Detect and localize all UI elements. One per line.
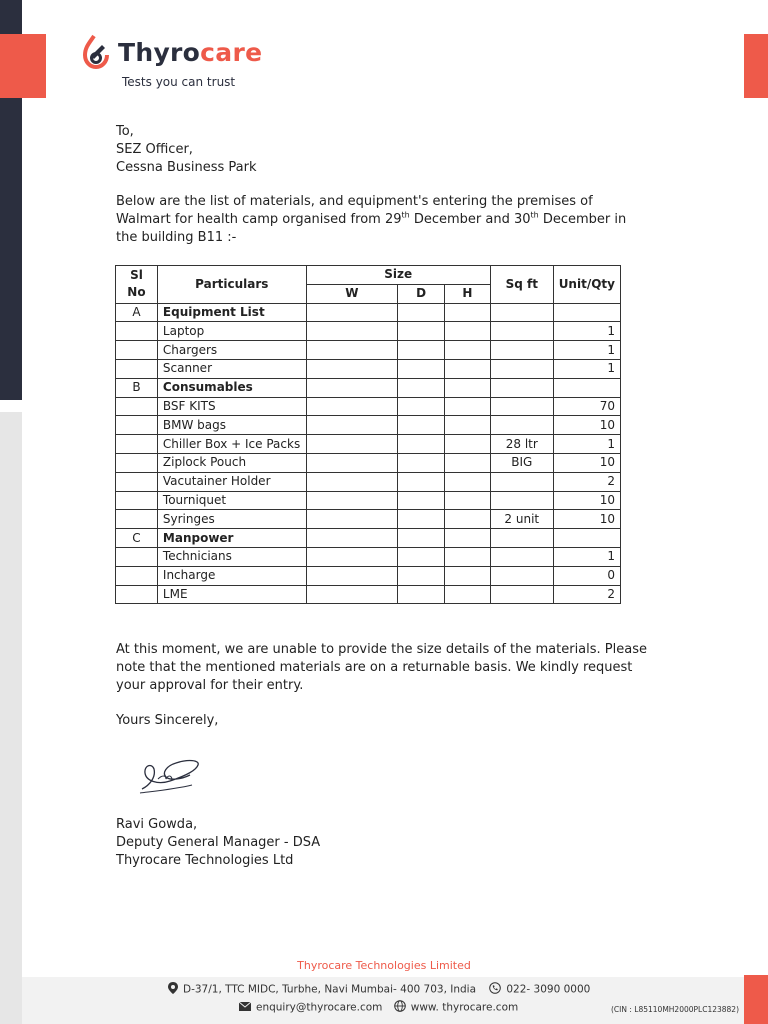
table-row: [116, 566, 621, 585]
row-item: Syringes: [157, 510, 306, 529]
row-item: BMW bags: [157, 416, 306, 435]
row-qty: 1: [553, 547, 620, 566]
row-sqft: [490, 416, 553, 435]
row-sqft: [490, 472, 553, 491]
row-item: Equipment List: [157, 303, 306, 322]
header-unit-qty: Unit/Qty: [553, 266, 620, 304]
table-row: [116, 378, 621, 397]
row-sqft: [490, 585, 553, 604]
row-qty: [553, 378, 620, 397]
globe-icon: [394, 1000, 406, 1015]
row-item: Manpower: [157, 529, 306, 548]
row-qty: [553, 529, 620, 548]
signature-image: [136, 755, 206, 799]
table-row: [116, 547, 621, 566]
row-qty: 1: [553, 359, 620, 378]
row-sqft: [490, 529, 553, 548]
row-sl: [116, 547, 158, 566]
salutation-to: To,: [116, 124, 134, 139]
row-sqft: [490, 303, 553, 322]
row-sqft: [490, 397, 553, 416]
footer-email: enquiry@thyrocare.com: [256, 1001, 383, 1014]
table-row: [116, 322, 621, 341]
left-grey-bar: [0, 412, 22, 1024]
row-sl: [116, 435, 158, 454]
row-sl: [116, 397, 158, 416]
table-row: [116, 416, 621, 435]
right-bottom-accent-tab: [744, 975, 768, 1024]
footer-address: D-37/1, TTC MIDC, Turbhe, Navi Mumbai- 400 703, India: [183, 983, 477, 996]
header-sl-no: Sl No: [116, 266, 158, 304]
footer-cin: (CIN : L85110MH2000PLC123882): [611, 1005, 740, 1014]
header-w: W: [306, 284, 398, 303]
brand-tagline: Tests you can trust: [122, 75, 236, 89]
header-sqft: Sq ft: [490, 266, 553, 304]
email-icon: [239, 1002, 251, 1014]
table-row: [116, 585, 621, 604]
table-row: [116, 303, 621, 322]
row-sqft: [490, 566, 553, 585]
closing-paragraph: At this moment, we are unable to provide the size details of the materials. Please note that the mentioned materials are on a returnable basis. We kindly request your approval for their entry.: [116, 642, 647, 693]
footer-company-name: Thyrocare Technologies Limited: [297, 959, 471, 972]
recipient-location: Cessna Business Park: [116, 160, 257, 175]
table-header-row: [116, 266, 621, 285]
header-h: H: [445, 284, 491, 303]
row-qty: 10: [553, 510, 620, 529]
table-row: [116, 359, 621, 378]
signer-title: Deputy General Manager - DSA: [116, 835, 321, 850]
row-sqft: [490, 322, 553, 341]
row-sl: [116, 491, 158, 510]
row-sl: C: [116, 529, 158, 548]
header-particulars: Particulars: [157, 266, 306, 304]
row-sqft: [490, 491, 553, 510]
row-qty: 1: [553, 322, 620, 341]
row-qty: 70: [553, 397, 620, 416]
row-item: Incharge: [157, 566, 306, 585]
row-sl: B: [116, 378, 158, 397]
brand-logo-mark: [82, 34, 116, 76]
row-sqft: [490, 359, 553, 378]
row-sl: [116, 322, 158, 341]
row-sl: [116, 566, 158, 585]
row-item: LME: [157, 585, 306, 604]
row-qty: 2: [553, 472, 620, 491]
table-row: [116, 529, 621, 548]
yours-sincerely: Yours Sincerely,: [116, 713, 219, 728]
table-row: [116, 397, 621, 416]
row-qty: [553, 303, 620, 322]
row-sl: [116, 585, 158, 604]
row-sqft: [490, 378, 553, 397]
row-sl: [116, 416, 158, 435]
row-sqft: 2 unit: [490, 510, 553, 529]
row-item: BSF KITS: [157, 397, 306, 416]
table-row: [116, 472, 621, 491]
recipient-title: SEZ Officer,: [116, 142, 193, 157]
row-sqft: [490, 341, 553, 360]
row-qty: 2: [553, 585, 620, 604]
row-item: Technicians: [157, 547, 306, 566]
row-sl: [116, 359, 158, 378]
row-item: Chargers: [157, 341, 306, 360]
footer-phone: 022- 3090 0000: [506, 983, 591, 996]
header-d: D: [398, 284, 445, 303]
phone-icon: [489, 982, 501, 997]
row-item: Laptop: [157, 322, 306, 341]
row-sl: [116, 453, 158, 472]
footer-website: www. thyrocare.com: [410, 1001, 519, 1014]
row-sqft: [490, 547, 553, 566]
brand-name: Thyrocare: [118, 38, 263, 67]
row-sqft: BIG: [490, 453, 553, 472]
row-item: Scanner: [157, 359, 306, 378]
header-size: Size: [306, 266, 490, 285]
signer-company: Thyrocare Technologies Ltd: [116, 853, 294, 868]
table-row: [116, 491, 621, 510]
row-sl: [116, 510, 158, 529]
table-row: [116, 510, 621, 529]
left-accent-tab: [0, 34, 46, 98]
row-qty: 10: [553, 416, 620, 435]
row-sl: [116, 341, 158, 360]
row-sl: [116, 472, 158, 491]
row-item: Ziplock Pouch: [157, 453, 306, 472]
intro-paragraph: Below are the list of materials, and equipment's entering the premises of Walmart for health camp organised from 29th December and 30th December in the building B11 :-: [116, 194, 627, 245]
table-row: [116, 435, 621, 454]
row-qty: 0: [553, 566, 620, 585]
row-qty: 1: [553, 435, 620, 454]
row-item: Vacutainer Holder: [157, 472, 306, 491]
materials-table: [115, 265, 621, 604]
table-row: [116, 453, 621, 472]
right-accent-tab: [744, 34, 768, 98]
signer-name: Ravi Gowda,: [116, 817, 198, 832]
location-pin-icon: [168, 982, 178, 997]
row-qty: 10: [553, 491, 620, 510]
row-qty: 10: [553, 453, 620, 472]
row-item: Tourniquet: [157, 491, 306, 510]
table-row: [116, 341, 621, 360]
row-item: Chiller Box + Ice Packs: [157, 435, 306, 454]
row-item: Consumables: [157, 378, 306, 397]
row-qty: 1: [553, 341, 620, 360]
footer-address-line: [168, 982, 590, 997]
footer-contact-line: [239, 1000, 518, 1015]
row-sl: A: [116, 303, 158, 322]
row-sqft: 28 ltr: [490, 435, 553, 454]
